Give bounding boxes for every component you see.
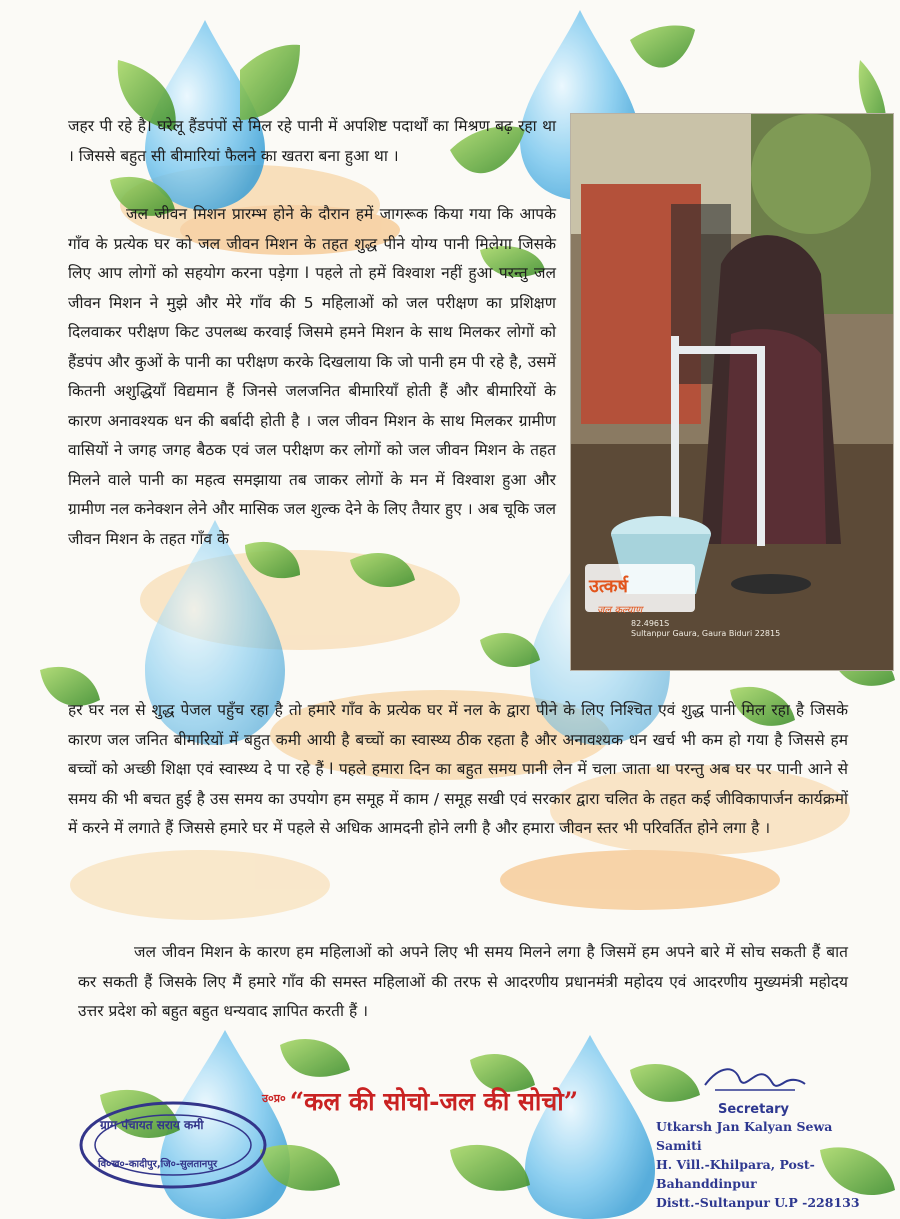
leaf-icon (630, 26, 695, 68)
water-tap-icon (671, 336, 679, 536)
leaf-icon (240, 45, 300, 120)
leaf-icon (630, 1064, 700, 1102)
orange-swirl (70, 850, 330, 920)
geo-line-1: 82.4961S (631, 619, 670, 628)
paragraph-mission: जल जीवन मिशन प्रारम्भ होने के दौरान हमें जागरूक किया गया कि आपके गाँव के प्रत्येक घर को जल जीवन मिशन के तहत शुद्ध पीने योग्य पानी मिलेगा जिसके लिए आप लोगों को सहयोग करना पड़ेगा l पहले तो हमें विश्वाश नहीं हुआ परन्तु जल जीवन मिशन ने मुझे और मेरे गाँव की 5 महिलाओं को जल परीक्षण का प्रशिक्षण दिलवाकर परीक्षण किट उपलब्ध करवाई जिसमे हमने मिशन के साथ मिलकर लोगों को हैंडपंप और कुओं के पानी का परीक्षण करके दिखलाया कि जो पानी हम पी रहे है, उसमें कितनी अशुद्धियाँ विद्यमान हैं जिनसे जलजनित बीमारियाँ होती हैं और बीमारियों के कारण अनावश्यक धन की बर्बादी होती है । जल जीवन मिशन के साथ मिलकर ग्रामीण वासियों ने जगह जगह बैठक एवं जल परीक्षण कर लोगों को जल जीवन मिशन के तहत मिलने वाले पानी का महत्व समझाया तब जाकर लोगों के मन में विश्वाश हुआ और ग्रामीण नल कनेक्शन लेने और मासिक जल शुल्क देने के लिए तैयार हुए । अब चूकि जल जीवन मिशन के तहत गाँव के (68, 205, 556, 548)
slogan (262, 1084, 578, 1118)
slogan-prefix: उ०प्र० (262, 1092, 286, 1105)
utkarsh-logo (589, 574, 642, 617)
secretary-title: Secretary (718, 1102, 789, 1117)
secretary-block (656, 1102, 876, 1212)
paragraph-thanks: जल जीवन मिशन के कारण हम महिलाओं को अपने लिए भी समय मिलने लगा है जिसमें हम अपने बारे में सोच सकती हैं बात कर सकती हैं जिसके लिए मैं हमारे गाँव की समस्त महिलाओं की तरफ से आदरणीय प्रधानमंत्री महोदय एवं आदरणीय मुख्यमंत्री महोदय उत्तर प्रदेश को बहुत बहुत धन्यवाद ज्ञापित करती हैं । (78, 943, 848, 1020)
paragraph-mission-continued: हर घर नल से शुद्ध पेजल पहुँच रहा है तो हमारे गाँव के प्रत्येक घर में नल के द्वारा पीने के लिए निश्चित एवं शुद्ध पानी मिल रहा है जिसके कारण जल जनित बीमारियों में बहुत कमी आयी है बच्चों का स्वास्थ्य ठीक रहता है और अनावश्यक धन खर्च भी कम हो गया है जिससे हम बच्चों को अच्छी शिक्षा एवं स्वास्थ्य दे पा रहे हैं l पहले हमारा दिन का बहुत समय पानी लेन में चला जाता था परन्तु अब घर पर पानी आने से समय की भी बचत हुई है उस समय का उपयोग हम समूह में काम / समूह सखी एवं सरकार द्वारा चलित के तहत कई जीविकापार्जन कार्यक्रमों में करने में लगाते हैं जिससे हमारे घर में पहले से अधिक आमदनी होने लगी है और हमारा जीवन स्तर भी परिवर्तित होने लगा है । (68, 701, 848, 837)
geo-line-2: Sultanpur Gaura, Gaura Biduri 22815 (631, 629, 781, 638)
leaf-icon (280, 1039, 350, 1077)
slogan-text: “कल की सोचो-जल की सोचो” (289, 1087, 579, 1116)
logo-subtitle: जल कल्याण (597, 605, 643, 616)
paragraph-intro: जहर पी रहे है। घरेलू हैंडपंपों से मिल रहे पानी में अपशिष्ट पदार्थों का मिश्रण बढ़ रहा था । जिससे बहुत सी बीमारियां फैलने का खतरा बना हुआ था । (68, 117, 556, 165)
org-address-2: Distt.-Sultanpur U.P -228133 (656, 1195, 860, 1210)
village-stamp (77, 1098, 269, 1192)
geo-tag (631, 619, 881, 639)
stamp-line-1: ग्राम पंचायत सराय कमी (100, 1118, 204, 1132)
logo-title: उत्कर्ष (589, 576, 628, 597)
water-drop-icon (525, 1035, 655, 1219)
org-address-1: H. Vill.-Khilpara, Post-Bahanddinpur (656, 1157, 815, 1191)
org-name: Utkarsh Jan Kalyan Sewa Samiti (656, 1119, 833, 1153)
woman-at-tap-photo (570, 113, 894, 671)
leaf-icon (450, 1145, 530, 1191)
stamp-line-2: वि०ख०-कादीपुर,जि०-सुलतानपुर (98, 1159, 218, 1170)
orange-swirl (500, 850, 780, 910)
signature (700, 1060, 810, 1100)
